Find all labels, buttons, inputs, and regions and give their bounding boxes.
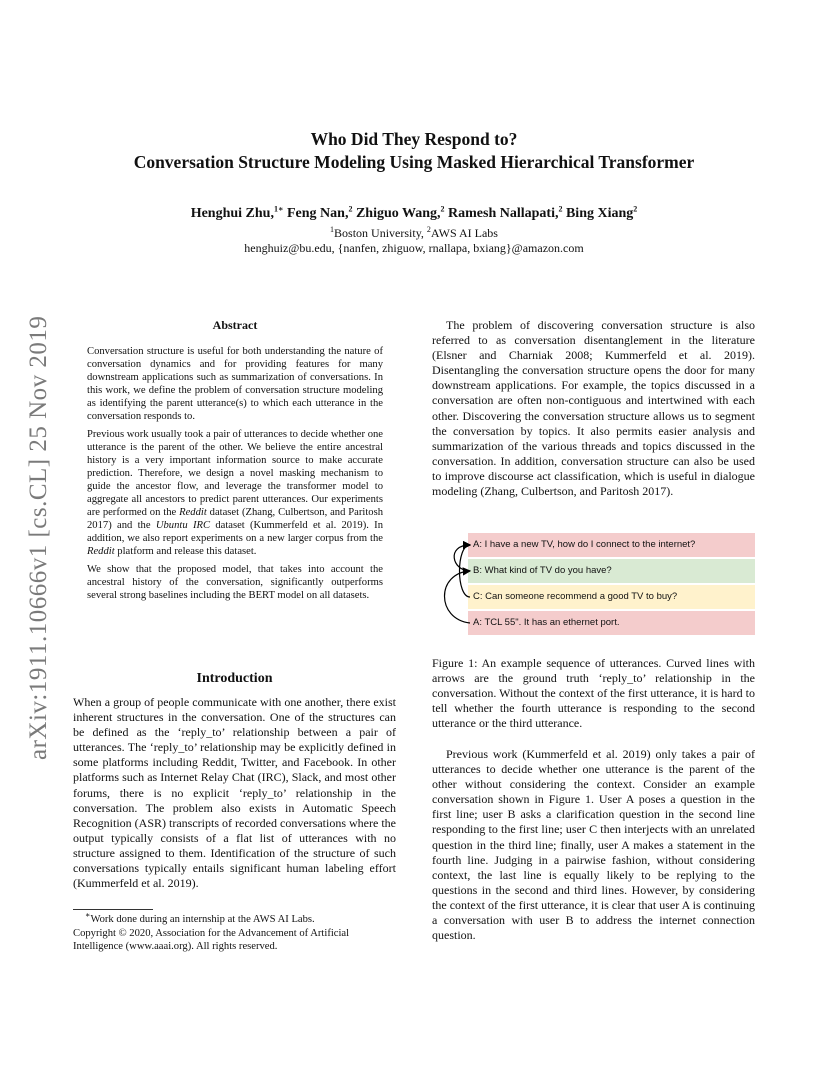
footnote-mark: ∗ — [85, 910, 91, 920]
body-paragraph: Previous work (Kummerfeld et al. 2019) only takes a pair of utterances to decide whether one utterance is the parent of the other without considering the context. Consider an example conversation shown in Figure 1. User A poses a question in the first line; user B asks a clarification question in the second line responding to the first line; user C then interjects with an unrelated question in the third line; finally, user A makes a statement in the fourth line. Judging in a pairwise fashion, without considering context, the last line is equally likely to be replying to the questions in the second and third lines. However, by considering the context of the first utterance, it is clear that user A is continuing a conversation with user B to address the internet connection question. — [432, 747, 755, 943]
footnote — [73, 910, 396, 954]
reply-arrow — [454, 545, 470, 571]
utterance-row — [468, 533, 755, 557]
arxiv-stamp-text: arXiv:1911.10666v1 [cs.CL] 25 Nov 2019 — [25, 315, 52, 760]
abstract-text: platform and release this dataset. — [114, 546, 257, 558]
utterance-text: A: I have a new TV, how do I connect to the internet? — [473, 539, 696, 550]
utterance-row — [468, 611, 755, 635]
utterance-row — [468, 559, 755, 583]
utterance-text: C: Can someone recommend a good TV to buy? — [473, 591, 678, 602]
abstract-text: dataset (Kummerfeld et al. 2019). In addition, we also report experiments on a new larger corpus from the — [87, 520, 384, 545]
title-line-2: Conversation Structure Modeling Using Masked Hierarchical Transformer — [133, 152, 695, 172]
affiliation-text: Boston University, — [334, 226, 427, 240]
right-column-paragraph-2 — [432, 747, 755, 943]
affiliation-mark: 2 — [426, 225, 431, 234]
abstract-paragraph: Conversation structure is useful for both understanding the nature of conversation dynamics and for providing features for many downstream applications such as summarization of conversations. In this work, we define the problem of conversation structure modeling as identifying the parent utterance(s) to which each utterance in the conversation responds to. — [87, 346, 383, 423]
right-column-paragraph-1 — [432, 318, 755, 499]
caption-text: Figure 1: An example sequence of utterances. Curved lines with arrows are the ground truth ‘reply_to’ relationship in the conversation. Without the context of the first utterance, it is hard to tell whether the fourth utterance is responding to the second utterance or the third utterance. — [432, 656, 755, 731]
footnote-text: Work done during an internship at the AWS AI Labs. — [90, 914, 315, 925]
affiliation-text: AWS AI Labs — [430, 226, 498, 240]
introduction-body — [73, 695, 396, 891]
dataset-name: Reddit — [179, 507, 207, 519]
author-affiliation-mark: 2 — [348, 204, 353, 214]
affiliations — [60, 226, 768, 241]
figure-caption — [432, 656, 755, 731]
author-name: Bing Xiang — [562, 206, 634, 221]
author-affiliation-mark: 1∗ — [273, 204, 284, 214]
arxiv-stamp — [12, 270, 58, 770]
abstract-text: Previous work usually took a pair of utterances to decide whether one utterance is the parent of the other. We believe the entire ancestral history is a very important information source to make accurate prediction. Therefore, we design a novel masking mechanism to guide the ancestor flow, and leverage the transformer model to aggregate all ancestors to predict parent utterances. Our experiments are performed on the — [87, 428, 383, 519]
utterance-text: B: What kind of TV do you have? — [473, 565, 612, 576]
dataset-name: Ubuntu IRC — [155, 520, 211, 532]
body-paragraph: The problem of discovering conversation structure is also referred to as conversation disentanglement in the literature (Elsner and Charniak 2008; Kummerfeld et al. 2019). Disentangling the conversation structure opens the door for many downstream applications. For example, the topics discussed in a conversation are often non-contiguous and intertwined with each other. Discovering the conversation structure allows us to segment the conversation by topics. It also permits easier analysis and summarization of the various threads and topics discussed in the conversation. In addition, conversation structure can also be used to improve discourse act classification, which is useful in dialogue modeling (Zhang, Culbertson, and Paritosh 2017). — [432, 318, 755, 499]
introduction-paragraph: When a group of people communicate with one another, there exist inherent structures in the conversation. One of the structures can be defined as the ‘reply_to’ relationship between a pair of utterances. The ‘reply_to’ relationship may be explicitly defined in some platforms including Reddit, Twitter, and Facebook. In other platforms such as Internet Relay Chat (IRC), Slack, and most other forums, there is no explicit ‘reply_to’ relationship in the conversation. The problem also exists in Automatic Speech Recognition (ASR) transcripts of recorded conversations where the output typically consists of a flat list of utterances with no structure assigned to them. Identification of the structure of such conversations typically entails significant human labeling effort (Kummerfeld et al. 2019). — [73, 695, 396, 891]
utterance-text: A: TCL 55". It has an ethernet port. — [473, 617, 620, 628]
abstract-paragraph: We show that the proposed model, that takes into account the ancestral history of the conversation, significantly outperforms several strong baselines including the BERT model on all datasets. — [87, 563, 383, 601]
utterance-row — [468, 585, 755, 609]
title-line-1: Who Did They Respond to? — [310, 129, 518, 149]
author-name: Zhiguo Wang, — [352, 206, 441, 221]
author-name: Ramesh Nallapati, — [444, 206, 559, 221]
reply-arrows — [432, 529, 482, 637]
author-name: Henghui Zhu, — [190, 206, 274, 221]
author-affiliation-mark: 2 — [633, 204, 638, 214]
reply-arrow — [445, 571, 471, 623]
affiliation-mark: 1 — [330, 225, 335, 234]
author-name: Feng Nan, — [283, 206, 349, 221]
author-affiliation-mark: 2 — [440, 204, 445, 214]
author-list — [60, 205, 768, 223]
abstract-body — [87, 345, 383, 606]
author-affiliation-mark: 2 — [558, 204, 563, 214]
abstract-text: dataset (Zhang, Culbertson, and Paritosh 2017) and the — [87, 507, 383, 532]
paper-title — [60, 128, 768, 174]
introduction-heading: Introduction — [196, 671, 273, 686]
author-emails: henghuiz@bu.edu, {nanfen, zhiguow, rnallapa, bxiang}@amazon.com — [244, 241, 584, 255]
abstract-paragraph — [87, 428, 383, 559]
dataset-name: Reddit — [87, 546, 115, 558]
copyright-notice: Copyright © 2020, Association for the Advancement of Artificial Intelligence (www.aaai.org). All rights reserved. — [73, 927, 350, 952]
figure-1 — [432, 529, 755, 637]
abstract-heading: Abstract — [212, 318, 258, 332]
